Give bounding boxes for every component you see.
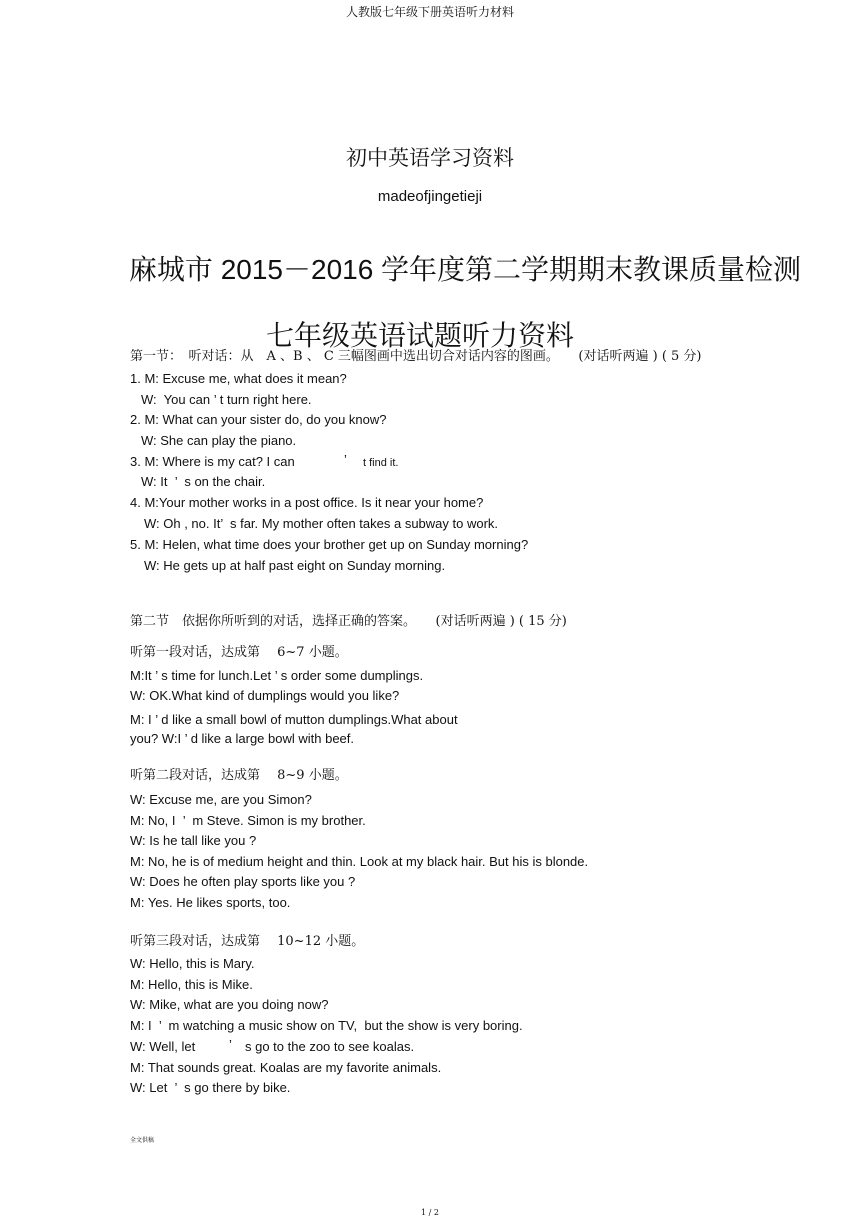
dialogue-line: M:It ’ s time for lunch.Let ’ s order some dumplings.	[130, 668, 424, 683]
page-number: 1 / 2	[421, 1208, 439, 1217]
dialogue-line: W: Let ’ s go there by bike.	[130, 1080, 291, 1095]
dialogue-line: W: OK.What kind of dumplings would you like?	[130, 688, 400, 703]
section1-line: 3. M: Where is my cat? I can	[130, 454, 295, 469]
dialogue-line: W: Well, let	[130, 1039, 196, 1054]
running-header: 人教版七年级下册英语听力材料	[345, 5, 514, 19]
dialogue-line: M: Yes. He likes sports, too.	[130, 895, 291, 910]
dialogue-line: s go to the zoo to see koalas.	[245, 1039, 415, 1054]
main-title: 麻城市 2015－2016 学年度第二学期期末教课质量检测	[128, 254, 802, 285]
pre-subtitle: madeofjingetieji	[377, 188, 483, 205]
section1-line: W: Oh , no. It’ s far. My mother often takes a subway to work.	[144, 516, 499, 531]
section2-heading: 第二节 依据你所听到的对话，选择正确的答案。 (对话听两遍 ) ( 15 分)	[130, 614, 567, 629]
section1-line: W: He gets up at half past eight on Sunday morning.	[144, 558, 446, 573]
dialogue-line: M: I ’ d like a small bowl of mutton dumplings.What about	[130, 712, 458, 727]
part1-heading: 听第一段对话，达成第 6~7 小题。	[130, 645, 348, 660]
section1-line: W: You can ’ t turn right here.	[141, 392, 312, 407]
section1-line: t find it.	[363, 457, 399, 469]
part2-heading: 听第二段对话，达成第 8~9 小题。	[130, 768, 348, 783]
dialogue-line: W: Excuse me, are you Simon?	[130, 792, 312, 807]
dialogue-line: you? W:I ’ d like a large bowl with beef.	[130, 731, 355, 746]
section1-line: ’	[344, 452, 347, 467]
dialogue-line: M: No, he is of medium height and thin. Look at my black hair. But his is blonde.	[130, 854, 589, 869]
dialogue-line: M: I ’ m watching a music show on TV, but the show is very boring.	[130, 1018, 523, 1033]
dialogue-line: W: Is he tall like you ?	[130, 833, 257, 848]
footer-note: 全文供稿	[130, 1137, 155, 1144]
part3-heading: 听第三段对话，达成第 10~12 小题。	[130, 934, 365, 949]
section1-heading: 第一节： 听对话：从 A 、B 、 C 三幅图画中选出切合对话内容的图画。 (对话听两遍 ) ( 5 分)	[130, 349, 702, 364]
section1-line: W: She can play the piano.	[141, 433, 297, 448]
dialogue-line: ’	[229, 1037, 232, 1052]
dialogue-line: W: Mike, what are you doing now?	[130, 997, 329, 1012]
dialogue-line: M: Hello, this is Mike.	[130, 977, 253, 992]
dialogue-line: W: Does he often play sports like you ?	[130, 874, 356, 889]
sub-title: 七年级英语试题听力资料	[265, 319, 574, 352]
section1-line: 1. M: Excuse me, what does it mean?	[130, 371, 347, 386]
dialogue-line: W: Hello, this is Mary.	[130, 956, 255, 971]
dialogue-line: M: No, I ’ m Steve. Simon is my brother.	[130, 813, 366, 828]
section1-line: 4. M:Your mother works in a post office. Is it near your home?	[130, 495, 484, 510]
section1-line: 5. M: Helen, what time does your brother get up on Sunday morning?	[130, 537, 529, 552]
section1-line: 2. M: What can your sister do, do you know?	[130, 412, 387, 427]
dialogue-line: M: That sounds great. Koalas are my favorite animals.	[130, 1060, 442, 1075]
section1-line: W: It ’ s on the chair.	[141, 474, 266, 489]
pre-title: 初中英语学习资料	[346, 146, 514, 170]
